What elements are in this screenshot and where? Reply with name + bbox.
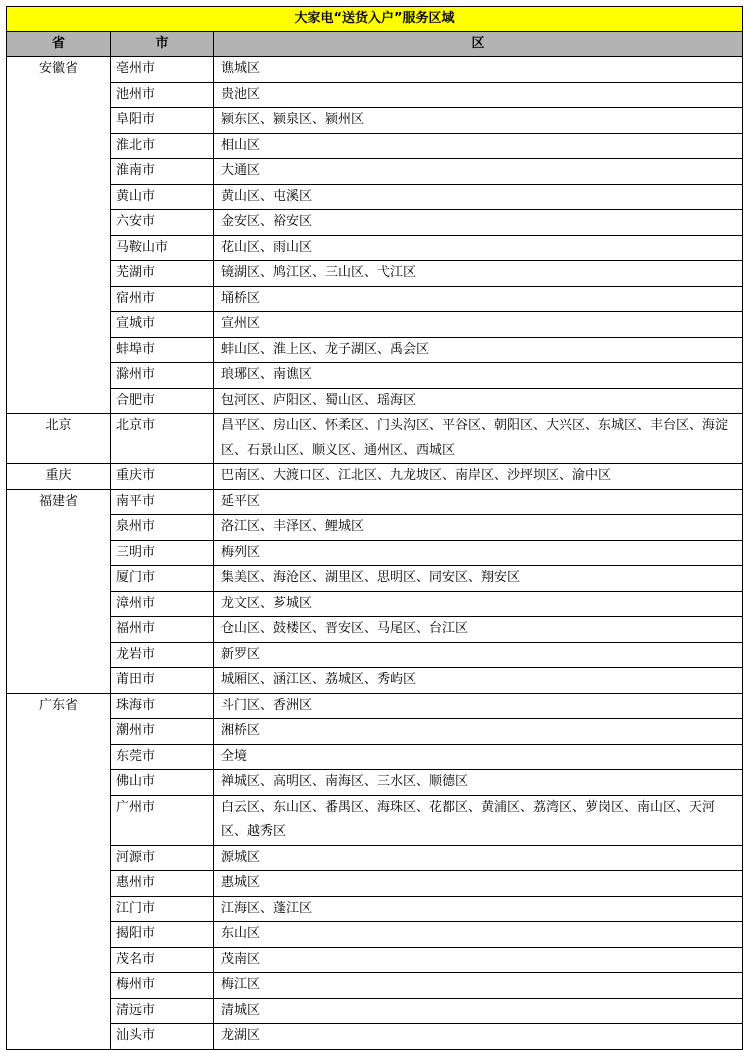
district-cell: 金安区、裕安区 [214,210,743,236]
city-cell: 惠州市 [111,871,214,897]
table-row [7,973,743,999]
district-cell: 城厢区、涵江区、荔城区、秀屿区 [214,668,743,694]
district-cell: 白云区、东山区、番禺区、海珠区、花都区、黄浦区、荔湾区、萝岗区、南山区、天河区、越秀区 [214,795,743,845]
district-cell: 包河区、庐阳区、蜀山区、瑶海区 [214,388,743,414]
province-cell: 北京 [7,414,111,464]
district-cell: 全境 [214,744,743,770]
city-cell: 厦门市 [111,566,214,592]
city-cell: 珠海市 [111,693,214,719]
table-row [7,184,743,210]
district-cell: 东山区 [214,922,743,948]
city-cell: 宿州市 [111,286,214,312]
city-cell: 南平市 [111,489,214,515]
table-row [7,337,743,363]
table-row [7,770,743,796]
city-cell: 芜湖市 [111,261,214,287]
district-cell: 仓山区、鼓楼区、晋安区、马尾区、台江区 [214,617,743,643]
city-cell: 揭阳市 [111,922,214,948]
table-row [7,998,743,1024]
district-cell: 江海区、蓬江区 [214,896,743,922]
city-cell: 滁州市 [111,363,214,389]
city-cell: 茂名市 [111,947,214,973]
province-cell: 重庆 [7,464,111,490]
district-cell: 颍东区、颍泉区、颍州区 [214,108,743,134]
city-cell: 梅州市 [111,973,214,999]
district-cell: 黄山区、屯溪区 [214,184,743,210]
city-cell: 淮南市 [111,159,214,185]
title-row [7,7,743,32]
city-cell: 汕头市 [111,1024,214,1050]
service-area-sheet [6,6,742,1050]
district-cell: 新罗区 [214,642,743,668]
table-row [7,235,743,261]
district-cell: 龙文区、芗城区 [214,591,743,617]
table-row [7,540,743,566]
city-cell: 佛山市 [111,770,214,796]
table-row [7,82,743,108]
table-row [7,133,743,159]
district-cell: 洛江区、丰泽区、鲤城区 [214,515,743,541]
table-row [7,489,743,515]
district-cell: 谯城区 [214,57,743,83]
table-row [7,693,743,719]
city-cell: 合肥市 [111,388,214,414]
province-cell: 广东省 [7,693,111,1049]
header-district: 区 [214,32,743,57]
city-cell: 广州市 [111,795,214,845]
city-cell: 六安市 [111,210,214,236]
city-cell: 淮北市 [111,133,214,159]
table-row [7,261,743,287]
table-row [7,947,743,973]
district-cell: 集美区、海沧区、湖里区、思明区、同安区、翔安区 [214,566,743,592]
city-cell: 三明市 [111,540,214,566]
table-row [7,57,743,83]
district-cell: 源城区 [214,845,743,871]
table-row [7,210,743,236]
header-row [7,32,743,57]
table-row [7,1024,743,1050]
district-cell: 昌平区、房山区、怀柔区、门头沟区、平谷区、朝阳区、大兴区、东城区、丰台区、海淀区、石景山区、顺义区、通州区、西城区 [214,414,743,464]
district-cell: 琅琊区、南谯区 [214,363,743,389]
table-row [7,744,743,770]
city-cell: 河源市 [111,845,214,871]
table-row [7,108,743,134]
city-cell: 阜阳市 [111,108,214,134]
district-cell: 梅江区 [214,973,743,999]
district-cell: 贵池区 [214,82,743,108]
district-cell: 梅列区 [214,540,743,566]
city-cell: 宣城市 [111,312,214,338]
district-cell: 湘桥区 [214,719,743,745]
district-cell: 埇桥区 [214,286,743,312]
table-row [7,312,743,338]
table-row [7,922,743,948]
district-cell: 镜湖区、鸠江区、三山区、弋江区 [214,261,743,287]
header-city: 市 [111,32,214,57]
district-cell: 巴南区、大渡口区、江北区、九龙坡区、南岸区、沙坪坝区、渝中区 [214,464,743,490]
city-cell: 池州市 [111,82,214,108]
city-cell: 漳州市 [111,591,214,617]
table-row [7,719,743,745]
city-cell: 潮州市 [111,719,214,745]
city-cell: 重庆市 [111,464,214,490]
header-province: 省 [7,32,111,57]
service-area-table [6,6,743,1050]
province-cell: 福建省 [7,489,111,693]
city-cell: 蚌埠市 [111,337,214,363]
district-cell: 相山区 [214,133,743,159]
table-row [7,845,743,871]
table-row [7,566,743,592]
table-row [7,363,743,389]
table-title: 大家电“送货入户”服务区域 [7,7,743,32]
table-row [7,159,743,185]
city-cell: 黄山市 [111,184,214,210]
district-cell: 蚌山区、淮上区、龙子湖区、禹会区 [214,337,743,363]
table-row [7,795,743,845]
district-cell: 惠城区 [214,871,743,897]
city-cell: 龙岩市 [111,642,214,668]
table-body [7,57,743,1050]
table-row [7,896,743,922]
district-cell: 茂南区 [214,947,743,973]
table-row [7,286,743,312]
city-cell: 清远市 [111,998,214,1024]
city-cell: 马鞍山市 [111,235,214,261]
city-cell: 莆田市 [111,668,214,694]
district-cell: 花山区、雨山区 [214,235,743,261]
city-cell: 江门市 [111,896,214,922]
table-row [7,668,743,694]
district-cell: 延平区 [214,489,743,515]
district-cell: 宣州区 [214,312,743,338]
city-cell: 泉州市 [111,515,214,541]
table-row [7,871,743,897]
table-row [7,388,743,414]
district-cell: 禅城区、高明区、南海区、三水区、顺德区 [214,770,743,796]
table-row [7,617,743,643]
district-cell: 大通区 [214,159,743,185]
province-cell: 安徽省 [7,57,111,414]
district-cell: 清城区 [214,998,743,1024]
city-cell: 亳州市 [111,57,214,83]
table-row [7,591,743,617]
table-row [7,515,743,541]
table-row [7,642,743,668]
city-cell: 北京市 [111,414,214,464]
district-cell: 龙湖区 [214,1024,743,1050]
city-cell: 东莞市 [111,744,214,770]
city-cell: 福州市 [111,617,214,643]
district-cell: 斗门区、香洲区 [214,693,743,719]
